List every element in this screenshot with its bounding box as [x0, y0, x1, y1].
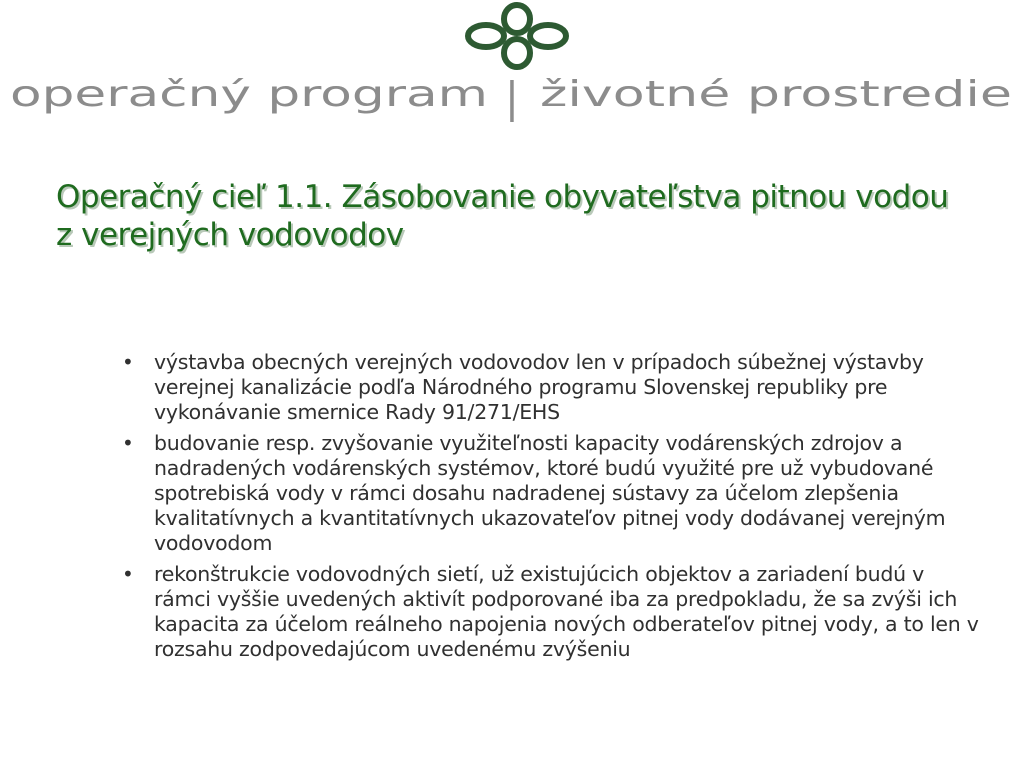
program-logo-wordmark — [10, 78, 1014, 124]
logo-separator: | — [504, 78, 520, 122]
page-title-line-1: Operačný cieľ 1.1. Zásobovanie obyvateľstva pitnou vodou — [56, 179, 949, 215]
bullet-marker: • — [122, 350, 134, 374]
bullet-marker: • — [122, 562, 134, 586]
list-item-text: rekonštrukcie vodovodných sietí, už existujúcich objektov a zariadení budú v rámci vyššie uvedených aktivít podporované iba za predpokladu, že sa zvýši ich kapacita za účelom reálneho napojenia nových odberateľov pitnej vody, a to len v rozsahu zodpovedajúcom uvedenému zvýšeniu — [154, 562, 979, 661]
list-item-text: budovanie resp. zvyšovanie využiteľnosti kapacity vodárenských zdrojov a nadradených vodárenských systémov, ktoré budú využité pre už vybudované spotrebiská vody v rámci dosahu nadradenej sústavy za účelom zlepšenia kvalitatívnych a kvantitatívnych ukazovateľov pitnej vody dodávanej verejným vodovodom — [154, 431, 946, 555]
list-item — [120, 350, 980, 425]
page-title-line-2: z verejných vodovodov — [56, 217, 404, 253]
list-item — [120, 431, 980, 556]
bullet-marker: • — [122, 431, 134, 455]
list-item — [120, 562, 980, 662]
page-title — [56, 178, 986, 254]
list-item-text: výstavba obecných verejných vodovodov len v prípadoch súbežnej výstavby verejnej kanalizácie podľa Národného programu Slovenskej republiky pre vykonávanie smernice Rady 91/271/EHS — [154, 350, 924, 424]
bullet-list — [120, 350, 980, 668]
logo-left-text: operačný program — [10, 78, 488, 115]
logo-right-text: životné prostredie — [540, 78, 1012, 115]
clover-logo-icon — [464, 2, 570, 70]
